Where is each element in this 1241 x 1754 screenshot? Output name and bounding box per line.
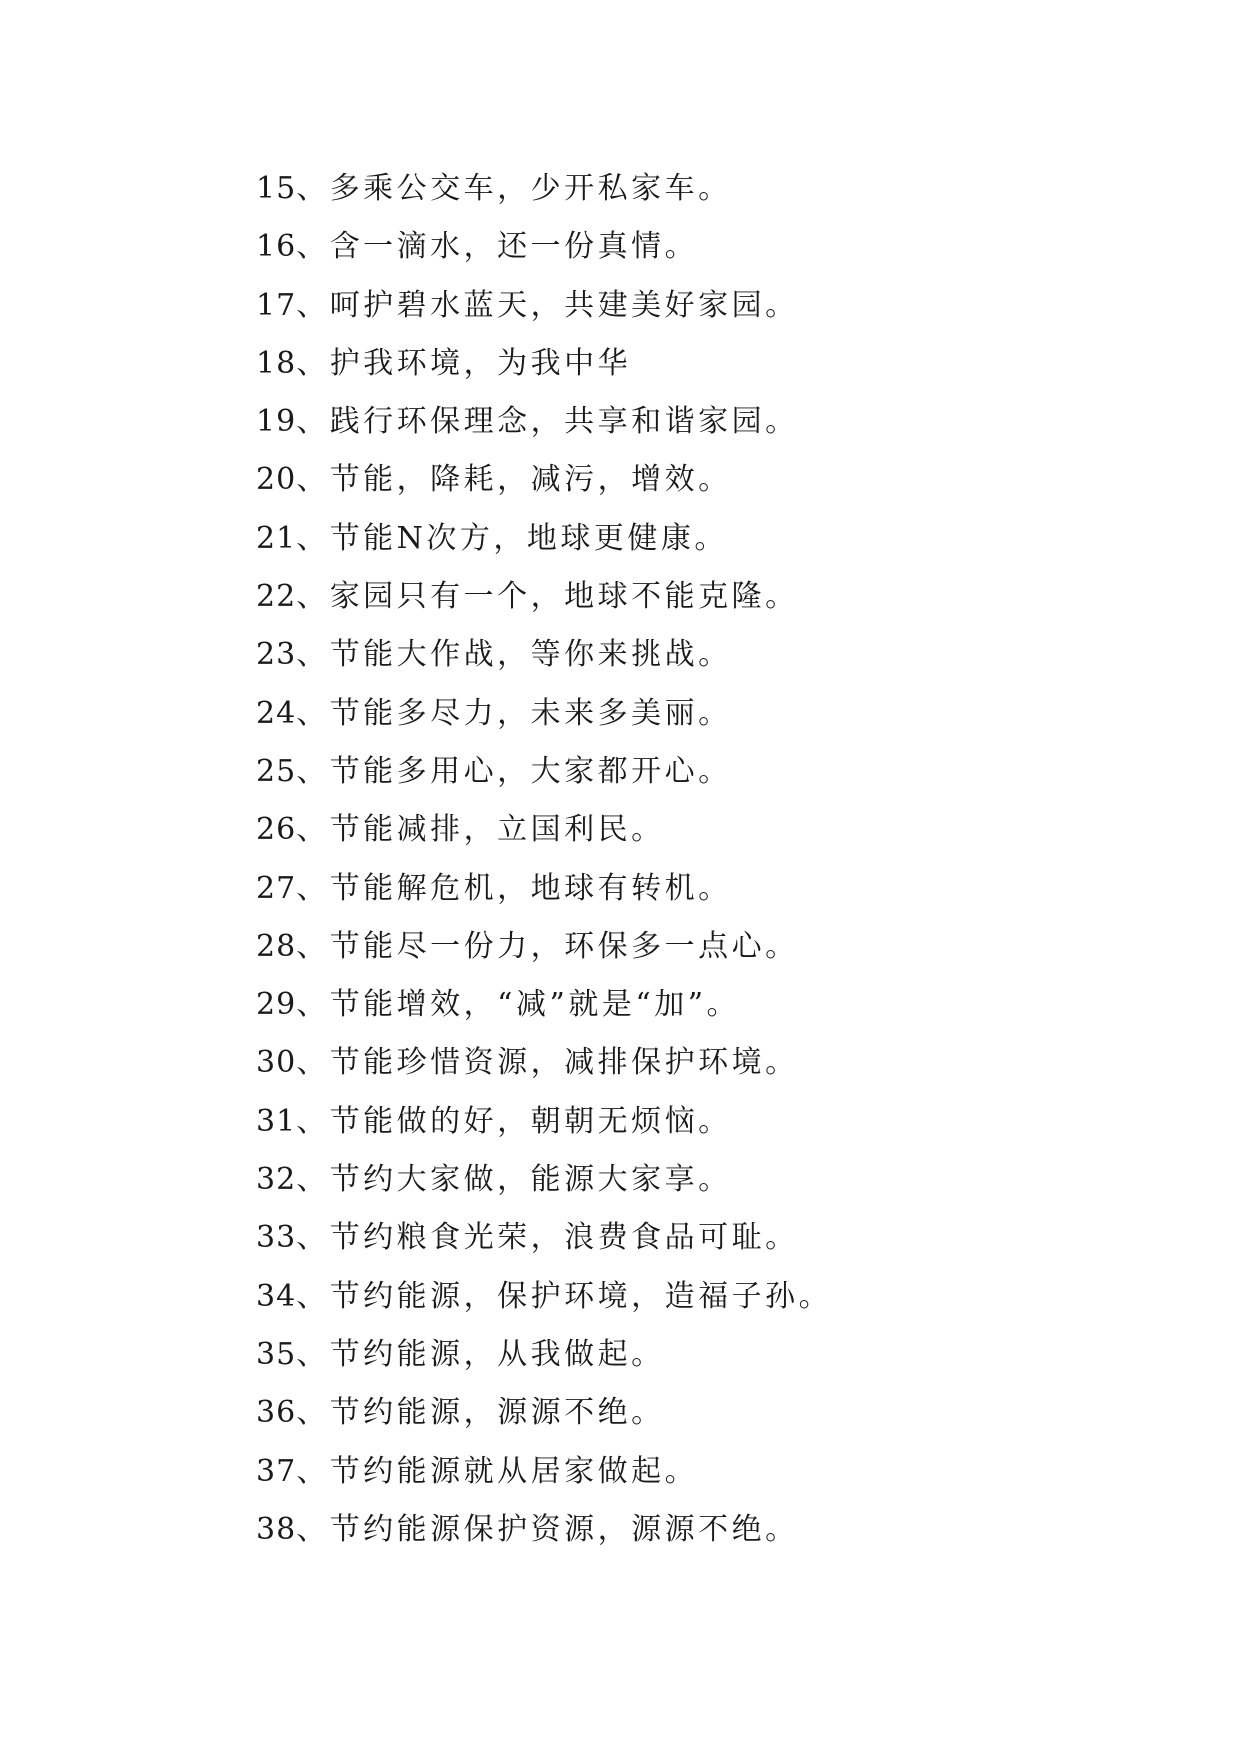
item-number: 23 — [256, 637, 297, 673]
list-item — [256, 918, 832, 976]
item-text: 节能大作战，等你来挑战。 — [329, 637, 732, 673]
list-item — [256, 685, 832, 743]
item-text: 护我环境，为我中华 — [329, 345, 632, 381]
item-number: 35 — [256, 1336, 297, 1372]
list-item — [256, 626, 832, 684]
item-number: 20 — [256, 462, 297, 498]
item-number: 28 — [256, 928, 297, 964]
slogan-list — [256, 160, 832, 1559]
item-separator: 、 — [296, 1453, 330, 1489]
list-item — [256, 451, 832, 509]
item-number: 18 — [256, 345, 297, 381]
item-number: 19 — [256, 404, 297, 440]
item-number: 33 — [256, 1220, 297, 1256]
item-text: 节能多尽力，未来多美丽。 — [329, 695, 732, 731]
item-text: 节能，降耗，减污，增效。 — [329, 462, 732, 498]
item-separator: 、 — [296, 1162, 330, 1198]
list-item — [256, 218, 832, 276]
list-item — [256, 1151, 832, 1209]
item-separator: 、 — [296, 987, 330, 1023]
item-text: 节能做的好，朝朝无烦恼。 — [329, 1103, 732, 1139]
item-text: 节能解危机，地球有转机。 — [329, 870, 732, 906]
item-separator: 、 — [296, 229, 330, 265]
item-number: 24 — [256, 695, 297, 731]
list-item — [256, 743, 832, 801]
item-number: 16 — [256, 229, 297, 265]
item-separator: 、 — [296, 345, 330, 381]
item-text: 节能N次方，地球更健康。 — [329, 520, 728, 556]
list-item — [256, 160, 832, 218]
list-item — [256, 510, 832, 568]
item-number: 21 — [256, 520, 297, 556]
item-text: 节能尽一份力，环保多一点心。 — [329, 928, 799, 964]
item-text: 呵护碧水蓝天，共建美好家园。 — [329, 287, 799, 323]
list-item — [256, 1326, 832, 1384]
list-item — [256, 1443, 832, 1501]
item-text: 多乘公交车，少开私家车。 — [329, 171, 732, 206]
list-item — [256, 335, 832, 393]
item-number: 27 — [256, 870, 297, 906]
item-separator: 、 — [296, 1511, 330, 1547]
list-item — [256, 1384, 832, 1442]
item-text: 节能减排，立国利民。 — [329, 812, 665, 848]
item-separator: 、 — [296, 1220, 330, 1256]
list-item — [256, 801, 832, 859]
item-text: 节约粮食光荣，浪费食品可耻。 — [329, 1220, 799, 1256]
item-text: 节约大家做，能源大家享。 — [329, 1162, 732, 1198]
item-number: 38 — [256, 1511, 297, 1547]
item-number: 37 — [256, 1453, 297, 1489]
list-item — [256, 1501, 832, 1559]
item-number: 29 — [256, 987, 297, 1023]
item-separator: 、 — [296, 928, 330, 964]
list-item — [256, 1268, 832, 1326]
item-separator: 、 — [296, 753, 330, 789]
list-item — [256, 860, 832, 918]
item-separator: 、 — [296, 1395, 330, 1431]
item-text: 节能珍惜资源，减排保护环境。 — [329, 1045, 799, 1081]
item-number: 22 — [256, 579, 297, 615]
item-separator: 、 — [296, 812, 330, 848]
list-item — [256, 1093, 832, 1151]
list-item — [256, 277, 832, 335]
item-text: 家园只有一个，地球不能克隆。 — [329, 579, 799, 615]
item-text: 节约能源就从居家做起。 — [329, 1453, 699, 1489]
item-text: 节能增效，“减”就是“加”。 — [329, 987, 741, 1023]
item-separator: 、 — [296, 171, 330, 206]
item-text: 节约能源保护资源，源源不绝。 — [329, 1511, 799, 1547]
item-text: 含一滴水，还一份真情。 — [329, 229, 699, 265]
item-text: 节约能源，保护环境，造福子孙。 — [329, 1278, 833, 1314]
item-separator: 、 — [296, 404, 330, 440]
item-text: 节约能源，从我做起。 — [329, 1336, 665, 1372]
list-item — [256, 976, 832, 1034]
item-separator: 、 — [296, 695, 330, 731]
item-separator: 、 — [296, 462, 330, 498]
item-text: 节约能源，源源不绝。 — [329, 1395, 665, 1431]
item-separator: 、 — [296, 579, 330, 615]
item-separator: 、 — [296, 1045, 330, 1081]
item-number: 30 — [256, 1045, 297, 1081]
item-number: 25 — [256, 753, 297, 789]
item-separator: 、 — [296, 1278, 330, 1314]
item-separator: 、 — [296, 637, 330, 673]
item-separator: 、 — [296, 870, 330, 906]
item-number: 32 — [256, 1162, 297, 1198]
list-item — [256, 393, 832, 451]
item-text: 节能多用心，大家都开心。 — [329, 753, 732, 789]
item-number: 34 — [256, 1278, 297, 1314]
item-number: 36 — [256, 1395, 297, 1431]
list-item — [256, 568, 832, 626]
item-number: 15 — [256, 171, 297, 206]
item-separator: 、 — [296, 520, 330, 556]
list-item — [256, 1034, 832, 1092]
item-separator: 、 — [296, 1103, 330, 1139]
list-item — [256, 1209, 832, 1267]
item-number: 26 — [256, 812, 297, 848]
item-text: 践行环保理念，共享和谐家园。 — [329, 404, 799, 440]
item-separator: 、 — [296, 287, 330, 323]
item-number: 31 — [256, 1103, 297, 1139]
item-separator: 、 — [296, 1336, 330, 1372]
item-number: 17 — [256, 287, 297, 323]
